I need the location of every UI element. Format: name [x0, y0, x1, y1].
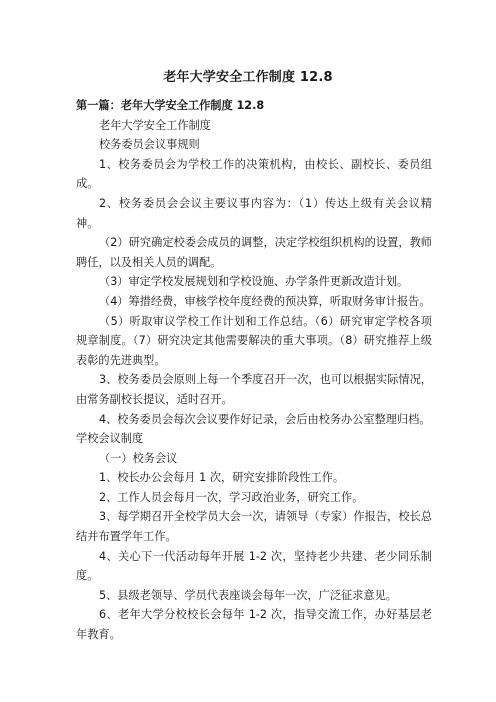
body-paragraph: （5）听取审议学校工作计划和工作总结。（6）研究审定学校各项规章制度。（7）研究决定其他需要解决的重大事项。（8）研究推荐上级表彰的先进典型。 [76, 314, 432, 367]
body-paragraph: 6、老年大学分校校长会每年 1-2 次，指导交流工作，办好基层老年教育。 [76, 608, 432, 642]
body-paragraph: 学校会议制度 [76, 432, 144, 446]
section-heading: 第一篇：老年大学安全工作制度 12.8 [76, 99, 265, 112]
body-paragraph: （3）审定学校发展规划和学校设施、办学条件更新改造计划。 [99, 275, 409, 289]
body-paragraph: 校务委员会议事规则 [99, 138, 200, 152]
body-paragraph: 1、校长办公会每月 1 次，研究安排阶段性工作。 [99, 471, 345, 485]
body-paragraph: （4）筹措经费，审核学校年度经费的预决算，听取财务审计报告。 [99, 294, 431, 308]
body-paragraph: 2、工作人员会每月一次，学习政治业务，研究工作。 [99, 490, 364, 504]
body-paragraph: 4、关心下一代活动每年开展 1-2 次，坚持老少共建、老少同乐制度。 [76, 549, 432, 583]
body-paragraph: 2、校务委员会会议主要议事内容为：（1）传达上级有关会议精神。 [76, 196, 432, 230]
body-paragraph: 1、校务委员会为学校工作的决策机构，由校长、副校长、委员组成。 [76, 157, 432, 191]
body-paragraph: 3、每学期召开全校学员大会一次，请领导（专家）作报告，校长总结并布置学年工作。 [76, 510, 432, 544]
document-body [76, 96, 432, 645]
body-paragraph: （2）研究确定校委会成员的调整，决定学校组织机构的设置，教师聘任，以及相关人员的调配。 [76, 236, 432, 269]
body-paragraph: 4、校务委员会每次会议要作好记录，会后由校务办公室整理归档。 [99, 412, 431, 426]
body-paragraph: 3、校务委员会原则上每一个季度召开一次，也可以根据实际情况，由常务副校长提议，适时召开。 [76, 373, 432, 406]
body-paragraph: 老年大学安全工作制度 [99, 118, 211, 132]
body-paragraph: 5、县级老领导、学员代表座谈会每年一次，广泛征求意见。 [99, 588, 397, 602]
document-title: 老年大学安全工作制度 12.8 [163, 70, 333, 85]
body-paragraph: （一）校务会议 [99, 451, 178, 465]
